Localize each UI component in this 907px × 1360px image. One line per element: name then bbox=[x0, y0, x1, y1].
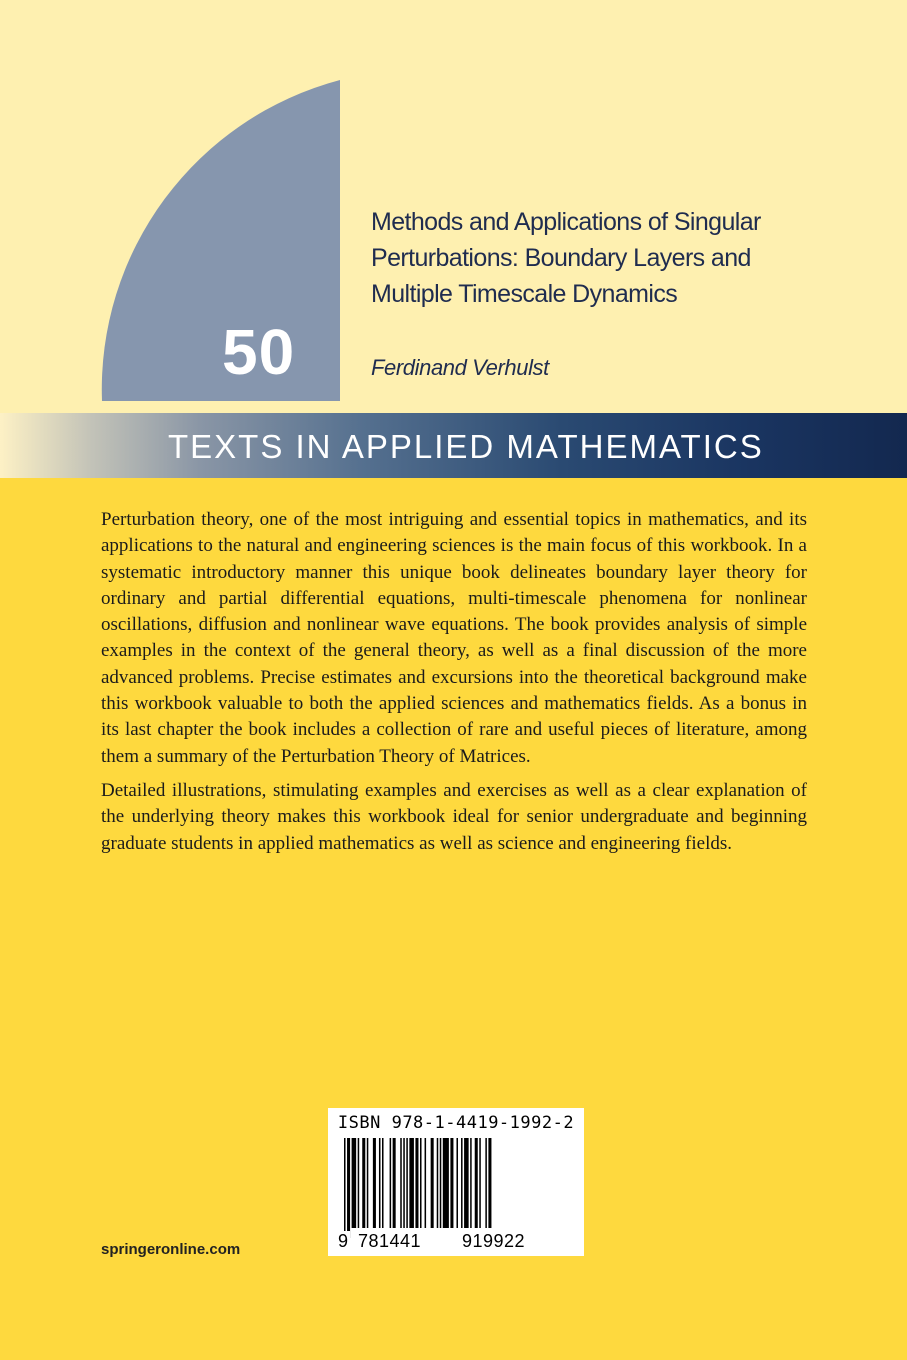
series-band bbox=[0, 413, 907, 478]
barcode-bar bbox=[393, 1138, 396, 1228]
barcode-bar bbox=[409, 1138, 414, 1228]
barcode-digit-group-right: 919922 bbox=[462, 1231, 526, 1251]
barcode-bar bbox=[379, 1138, 381, 1228]
series-name: TEXTS IN APPLIED MATHEMATICS bbox=[168, 428, 764, 465]
barcode-bar bbox=[344, 1138, 346, 1238]
barcode-digit-lead: 9 bbox=[338, 1231, 349, 1251]
barcode-digits bbox=[336, 1231, 576, 1251]
cover-top-panel bbox=[0, 0, 907, 413]
barcode-bar bbox=[390, 1138, 392, 1228]
barcode-bar bbox=[450, 1138, 453, 1228]
description-paragraph: Detailed illustrations, stimulating examples and exercises as well as a clear explanation of the underlying theory makes this workbook ideal for senior undergraduate and beginning graduate students in applied mathematics as well as science and engineering fields. bbox=[101, 779, 807, 854]
barcode-bar bbox=[443, 1138, 449, 1228]
barcode-bar bbox=[403, 1138, 405, 1228]
barcode-bar bbox=[373, 1138, 376, 1228]
barcode-bar bbox=[382, 1138, 384, 1228]
series-number: 50 bbox=[222, 316, 296, 388]
book-description bbox=[101, 507, 807, 865]
barcode-bar bbox=[367, 1138, 369, 1228]
barcode-bar bbox=[464, 1138, 469, 1228]
barcode-bar bbox=[352, 1138, 357, 1228]
barcode-bars bbox=[342, 1138, 570, 1238]
barcode-bar bbox=[400, 1138, 402, 1228]
publisher-url: springeronline.com bbox=[101, 1241, 241, 1258]
barcode-bar bbox=[420, 1138, 422, 1228]
book-title: Methods and Applications of Singular Perturbations: Boundary Layers and Multiple Timescale Dynamics bbox=[371, 208, 761, 308]
barcode-bar bbox=[479, 1138, 481, 1228]
barcode-bar bbox=[431, 1138, 434, 1228]
description-paragraph: Perturbation theory, one of the most intriguing and essential topics in mathematics, and its applications to the natural and engineering sciences is the main focus of this workbook. In a systematic introductory manner this unique book delineates boundary layer theory for ordinary and partial differential equations, multi-timescale phenomena for nonlinear oscillations, diffusion and nonlinear wave equations. The book provides analysis of simple examples in the context of the general theory, as well as a final discussion of the more advanced problems. Precise estimates and excursions into the theoretical background make this workbook valuable to both the applied sciences and mathematics fields. As a bonus in its last chapter the book includes a collection of rare and useful pieces of literature, among them a summary of the Perturbation Theory of Matrices. bbox=[101, 509, 807, 767]
barcode-bar bbox=[437, 1138, 439, 1228]
barcode-bar bbox=[470, 1138, 472, 1228]
barcode-bar bbox=[362, 1138, 365, 1228]
barcode-bar bbox=[347, 1138, 350, 1238]
barcode-bar bbox=[358, 1138, 360, 1228]
isbn-label: ISBN 978-1-4419-1992-2 bbox=[337, 1113, 575, 1133]
barcode-bar bbox=[475, 1138, 478, 1228]
barcode-bar bbox=[406, 1138, 408, 1228]
barcode-bar bbox=[461, 1138, 463, 1228]
barcode-bar bbox=[425, 1138, 427, 1228]
book-author: Ferdinand Verhulst bbox=[371, 355, 549, 380]
barcode-digit-group-left: 781441 bbox=[358, 1231, 422, 1251]
barcode-bar bbox=[485, 1138, 487, 1228]
isbn-barcode bbox=[328, 1108, 584, 1256]
barcode-bar bbox=[456, 1138, 458, 1228]
barcode-bar bbox=[488, 1138, 491, 1228]
barcode-bar bbox=[415, 1138, 418, 1228]
barcode-bar bbox=[440, 1138, 442, 1228]
